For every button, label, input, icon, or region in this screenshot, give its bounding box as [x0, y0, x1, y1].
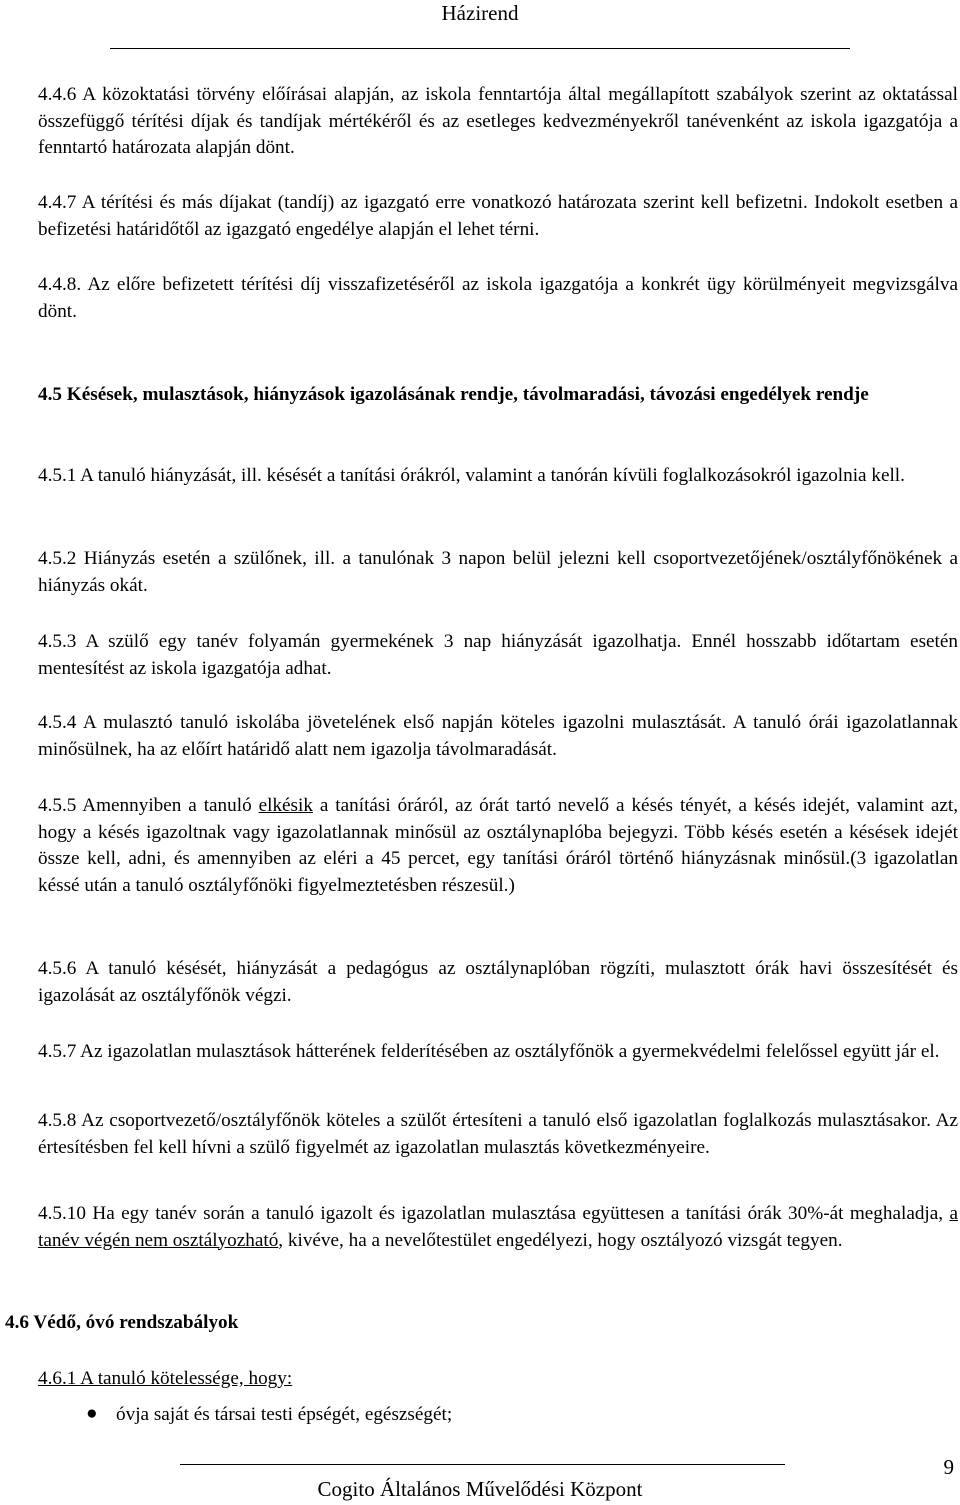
paragraph-4-5-5	[38, 793, 958, 899]
underlined-not-graded: a tanév végén nem osztályozható	[38, 1203, 958, 1251]
paragraph-4-5-10-start: 4.5.10 Ha egy tanév során a tanuló igazolt és igazolatlan mulasztása együttesen a tanítási órák 30%-át meghaladja,	[38, 1203, 950, 1224]
paragraph-4-5-5-rest: a tanítási óráról, az órát tartó nevelő a késés tényét, a késés idejét, valamint azt, hogy a késés igazoltnak vagy igazolatlannak minősül az osztálynaplóba bejegyzi. Több késés esetén a késések idejét össze kell, adni, és amennyiben az eléri a 45 percet, egy tanítási óráról történő hiányzásnak minősül.(3 igazolatlan késsé után a tanuló osztályfőnöki figyelmeztetésben részesül.)	[38, 795, 959, 896]
footer-text: Cogito Általános Művelődési Központ	[317, 1477, 643, 1501]
bullet-icon: ●	[86, 1403, 98, 1424]
paragraph-4-4-7: 4.4.7 A térítési és más díjakat (tandíj) az igazgató erre vonatkozó határozata szerint kell befizetni. Indokolt esetben a befizetési határidőtől az igazgató engedélye alapján el lehet térni.	[38, 192, 958, 240]
paragraph-4-4-6: 4.4.6 A közoktatási törvény előírásai alapján, az iskola fenntartója által megállapított szabályok szerint az oktatással összefüggő térítési díjak és tandíjak mértékéről és az esetleges kedvezményekről tanévenként az iskola igazgatója a fenntartó határozata alapján dönt.	[38, 84, 958, 158]
paragraph-4-5-7: 4.5.7 Az igazolatlan mulasztások hátterének felderítésében az osztályfőnök a gyermekvédelmi felelőssel együtt jár el.	[38, 1041, 940, 1062]
section-heading-4-5: 4.5 Késések, mulasztások, hiányzások igazolásának rendje, távolmaradási, távozási engedélyek rendje	[38, 384, 869, 405]
footer-rule	[180, 1464, 785, 1465]
paragraph-4-5-5-start: 4.5.5 Amennyiben a tanuló	[38, 795, 259, 816]
paragraph-4-5-4: 4.5.4 A mulasztó tanuló iskolába jövetelének első napján köteles igazolni mulasztását. A tanuló órái igazolatlannak minősülnek, ha az előírt határidő alatt nem igazolja távolmaradását.	[38, 712, 958, 760]
paragraph-4-5-1: 4.5.1 A tanuló hiányzását, ill. késését a tanítási órákról, valamint a tanórán kívüli foglalkozásokról igazolnia kell.	[38, 465, 905, 486]
paragraph-4-6-1	[38, 1366, 292, 1393]
paragraph-4-5-6: 4.5.6 A tanuló késését, hiányzását a pedagógus az osztálynaplóban rögzíti, mulasztott órák havi összesítését és igazolását az osztályfőnök végzi.	[38, 958, 958, 1006]
paragraph-4-4-8: 4.4.8. Az előre befizetett térítési díj visszafizetéséről az iskola igazgatója a konkrét ügy körülményeit megvizsgálva dönt.	[38, 274, 958, 322]
header-rule	[110, 48, 850, 49]
underlined-elkesik: elkésik	[258, 795, 313, 816]
paragraph-4-5-8: 4.5.8 Az csoportvezető/osztályfőnök köteles a szülőt értesíteni a tanuló első igazolatlan foglalkozás mulasztásakor. Az értesítésben fel kell hívni a szülő figyelmét az igazolatlan mulasztás következményeire.	[38, 1110, 958, 1158]
page-number: 9	[943, 1455, 954, 1479]
paragraph-4-5-10	[38, 1201, 958, 1254]
paragraph-4-5-2: 4.5.2 Hiányzás esetén a szülőnek, ill. a tanulónak 3 napon belül jelezni kell csoportvezetőjének/osztályfőnökének a hiányzás okát.	[38, 548, 958, 596]
underlined-4-6-1: 4.6.1 A tanuló kötelessége, hogy:	[38, 1368, 293, 1389]
page-header-title: Házirend	[441, 1, 519, 25]
list-item: óvja saját és társai testi épségét, egészségét;	[116, 1404, 453, 1425]
section-heading-4-6: 4.6 Védő, óvó rendszabályok	[5, 1312, 239, 1333]
paragraph-4-5-3: 4.5.3 A szülő egy tanév folyamán gyermekének 3 nap hiányzását igazolhatja. Ennél hosszabb időtartam esetén mentesítést az iskola igazgatója adhat.	[38, 631, 958, 679]
paragraph-4-5-10-rest: , kivéve, ha a nevelőtestület engedélyezi, hogy osztályozó vizsgát tegyen.	[278, 1229, 843, 1251]
